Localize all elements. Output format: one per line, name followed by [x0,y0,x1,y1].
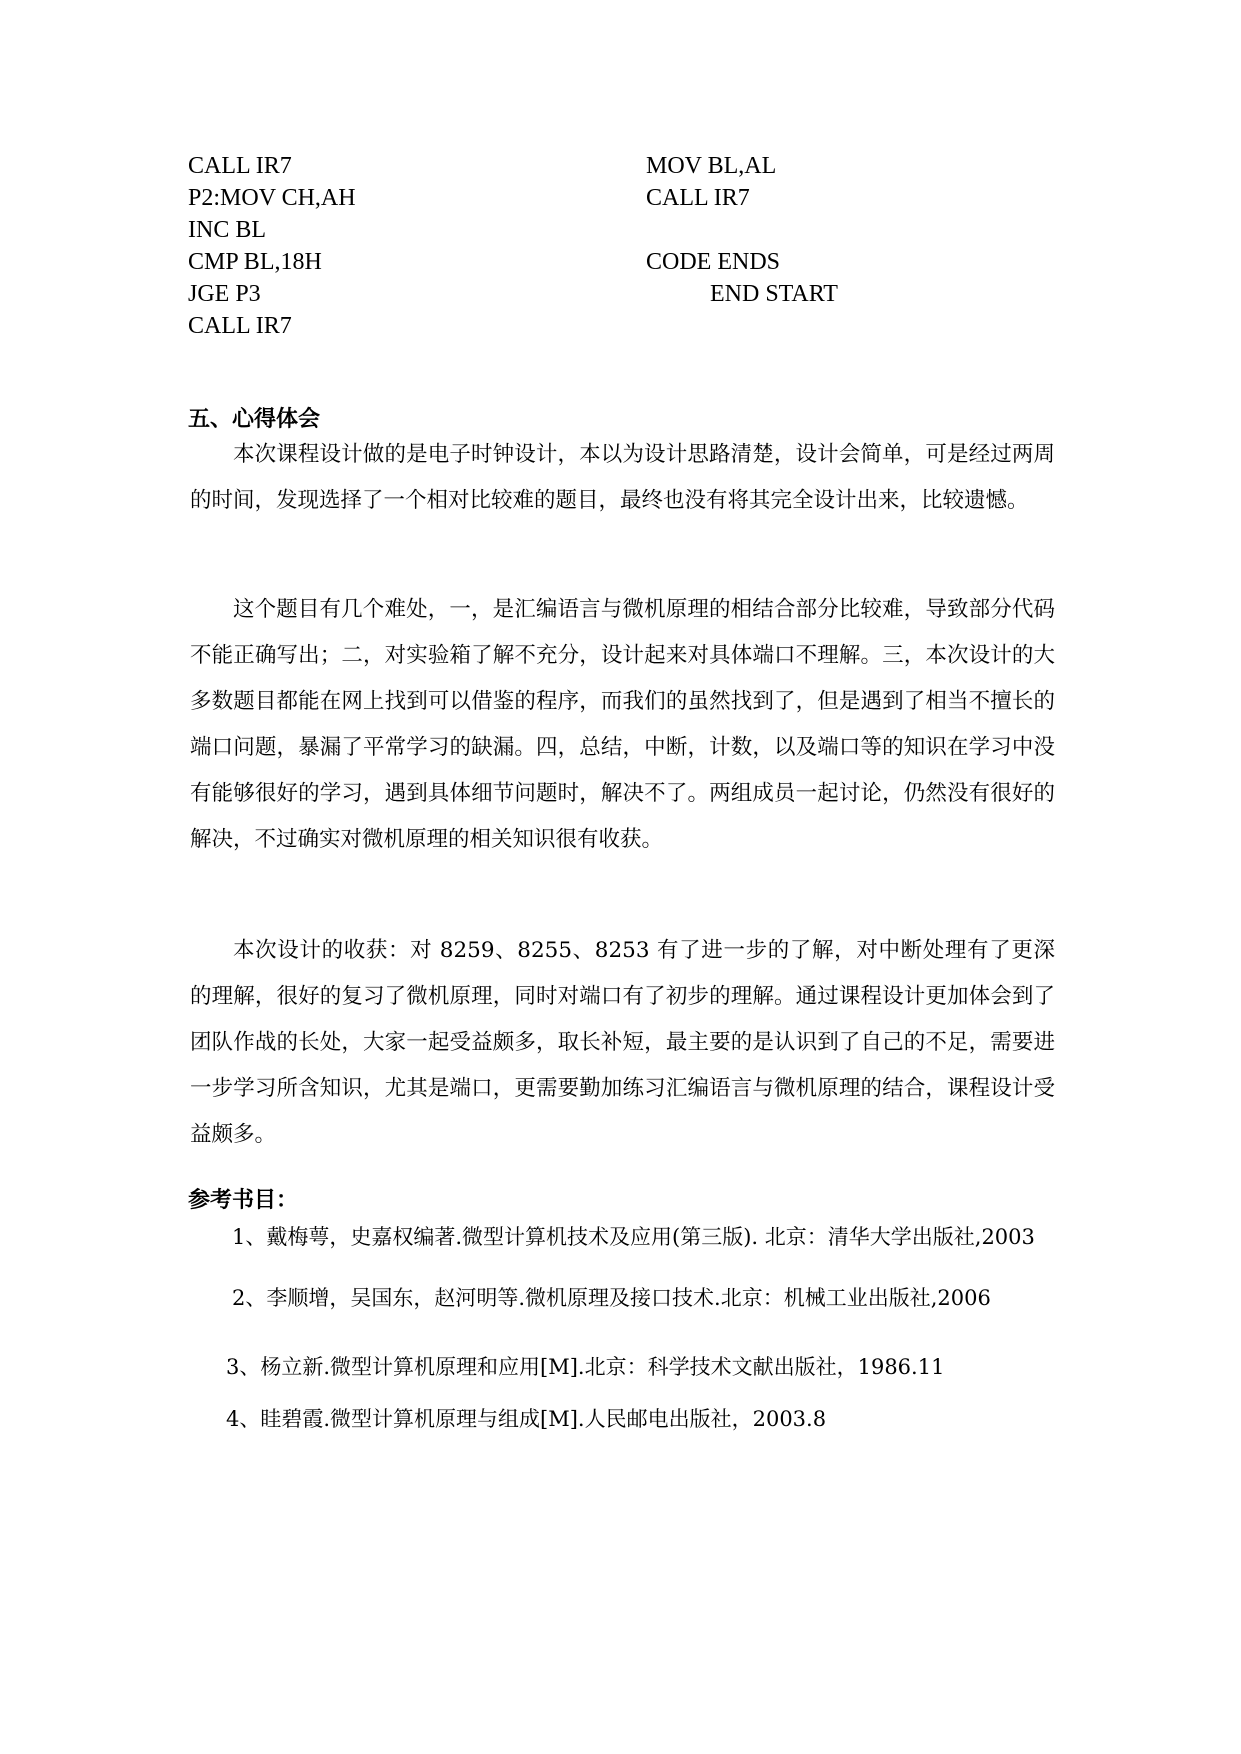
code-line: CMP BL,18H [188,249,322,275]
code-line: CODE ENDS [646,249,781,275]
reference-item: 2、李顺增，吴国东，赵河明等.微机原理及接口技术.北京：机械工业出版社,2006 [232,1286,991,1310]
reference-item: 3、杨立新.微型计算机原理和应用[M].北京：科学技术文献出版社，1986.11 [226,1355,945,1379]
reflection-paragraph: 本次课程设计做的是电子时钟设计，本以为设计思路清楚，设计会简单，可是经过两周的时间，发现选择了一个相对比较难的题目，最终也没有将其完全设计出来，比较遗憾。 [190,442,1055,513]
code-line [646,214,838,246]
code-line: P2:MOV CH,AH [188,185,356,211]
code-listing-right [646,150,838,310]
code-line: CALL IR7 [188,313,292,339]
reference-item: 1、戴梅萼，史嘉权编著.微型计算机技术及应用(第三版). 北京：清华大学出版社,2003 [232,1225,1035,1249]
reference-item: 4、眭碧霞.微型计算机原理与组成[M].人民邮电出版社，2003.8 [226,1407,827,1431]
code-line: INC BL [188,217,266,243]
code-listing-left [188,150,356,342]
code-line: END START [710,281,838,307]
reflection-paragraph: 这个题目有几个难处，一，是汇编语言与微机原理的相结合部分比较难，导致部分代码不能正确写出；二，对实验箱了解不充分，设计起来对具体端口不理解。三，本次设计的大多数题目都能在网上找到可以借鉴的程序，而我们的虽然找到了，但是遇到了相当不擅长的端口问题，暴漏了平常学习的缺漏。四，总结，中断，计数，以及端口等的知识在学习中没有能够很好的学习，遇到具体细节问题时，解决不了。两组成员一起讨论，仍然没有很好的解决，不过确实对微机原理的相关知识很有收获。 [190,597,1055,852]
code-line: JGE P3 [188,281,261,307]
section-heading-references: 参考书目： [188,1187,299,1213]
code-line: CALL IR7 [188,153,292,179]
code-line: CALL IR7 [646,185,750,211]
reflection-paragraph: 本次设计的收获：对 8259、8255、8253 有了进一步的了解，对中断处理有了更深的理解，很好的复习了微机原理，同时对端口有了初步的理解。通过课程设计更加体会到了团队作战的长处，大家一起受益颇多，取长补短，最主要的是认识到了自己的不足，需要进一步学习所含知识，尤其是端口，更需要勤加练习汇编语言与微机原理的结合，课程设计受益颇多。 [190,938,1055,1147]
code-line: MOV BL,AL [646,153,777,179]
section-heading-reflection: 五、心得体会 [188,406,321,432]
